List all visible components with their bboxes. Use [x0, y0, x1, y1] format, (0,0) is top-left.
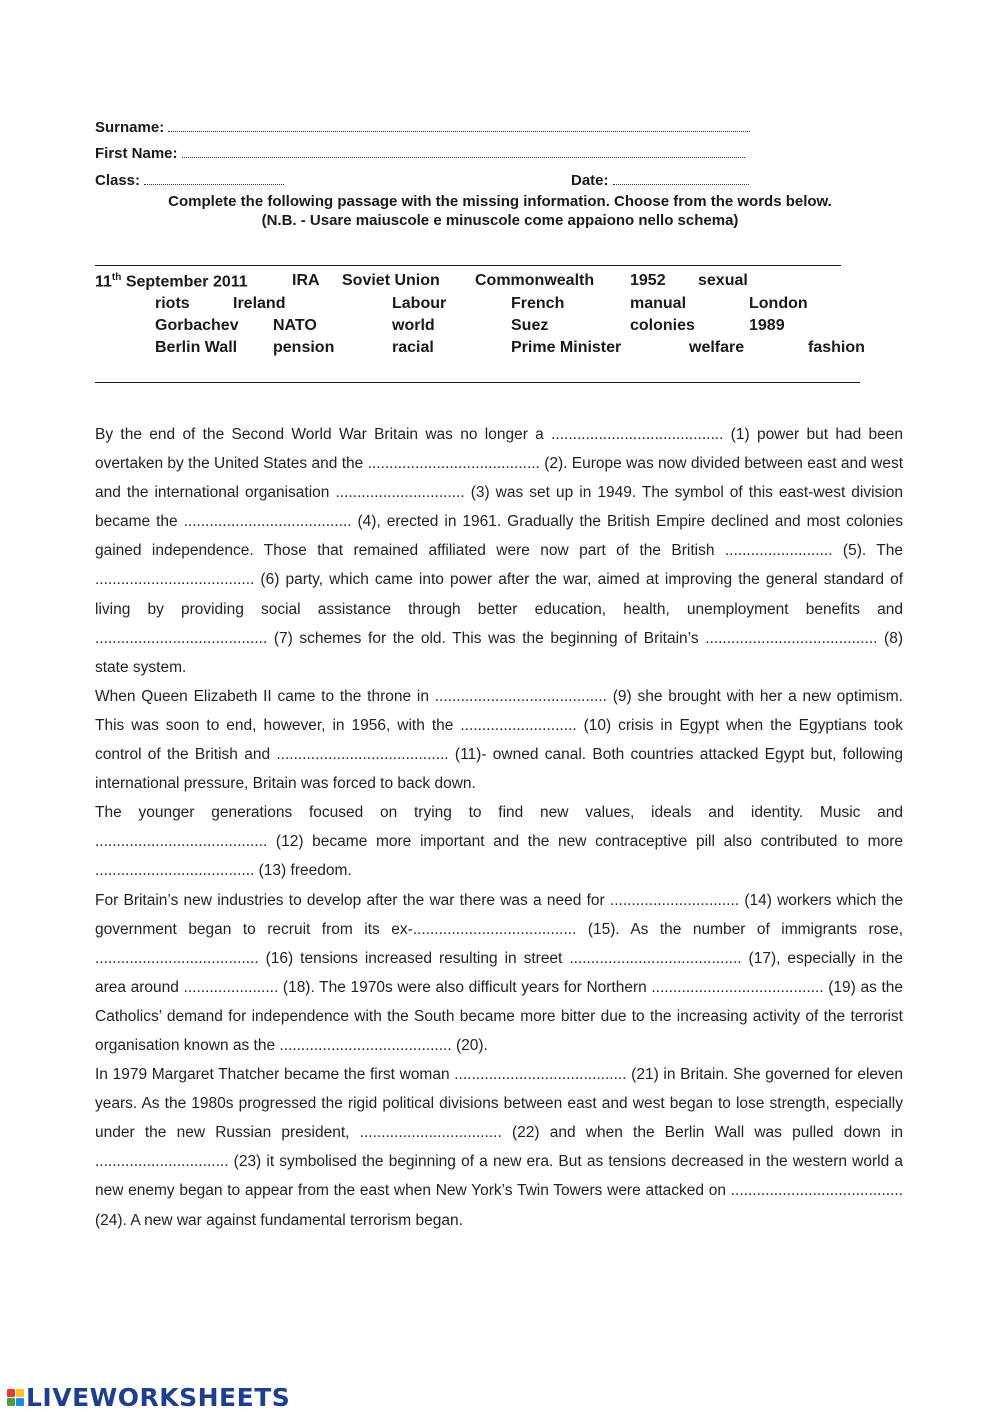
passage-paragraph-2: When Queen Elizabeth II came to the throne in ........................................ (9) she brought with her a new optimism. This was soon to end, however, in 1956, with the ........................... (10) crisis in Egypt when the Egyptians took control of the British and ........................................ (11)- owned canal. Both countries attacked Egypt but, following international pressure, Britain was forced to back down. — [95, 687, 903, 793]
logo-mark-icon — [7, 1389, 24, 1406]
word-bank-item: Ireland — [233, 295, 286, 312]
divider-bottom — [95, 382, 860, 383]
instructions-line-2: (N.B. - Usare maiuscole e minuscole come appaiono nello schema) — [261, 212, 739, 229]
word-bank-row-3 — [0, 317, 1000, 339]
first-name-label: First Name: — [95, 145, 178, 162]
word-bank-row-1 — [0, 272, 1000, 294]
date-row — [571, 172, 749, 189]
word-bank-item: 1989 — [749, 317, 785, 334]
first-name-row — [95, 145, 745, 162]
word-bank-item: 1952 — [630, 272, 666, 289]
word-bank-row-4 — [0, 339, 1000, 361]
passage-paragraph-4: For Britain’s new industries to develop after the war there was a need for .............................. (14) workers which the government began to recruit from its ex-...................................... (15). As the number of immigrants rose, ...................................... (16) tensions increased resulting in street ........................................ (17), especially in the area around ...................... (18). The 1970s were also difficult years for Northern ........................................ (19) as the Catholics’ demand for independence with the South became more bitter due to the increasing activity of the terrorist organisation known as the ........................................ (20). — [95, 891, 903, 1054]
logo-text: LIVEWORKSHEETS — [26, 1382, 291, 1412]
passage-paragraph-1: By the end of the Second World War Britain was no longer a ........................................ (1) power but had been overtaken by the United States and the ........................................ (2). Europe was now divided between east and west and the international organisation .............................. (3) was set up in 1949. The symbol of this east-west division became the ....................................... (4), erected in 1961. Gradually the British Empire declined and most colonies gained independence. Those that remained affiliated were now part of the British ......................... (5). The ..................................... (6) party, which came into power after the war, aimed at improving the general standard of living by providing social assistance through better education, health, unemployment benefits and ........................................ (7) schemes for the old. This was the beginning of Britain’s ........................................ (8) state system. — [95, 426, 903, 676]
word-bank-item: welfare — [689, 339, 745, 356]
word-bank-item: 11th September 2011 — [95, 272, 248, 291]
word-bank-item: Soviet Union — [342, 272, 440, 289]
class-row — [95, 172, 284, 189]
word-bank-item: world — [392, 317, 435, 334]
surname-field[interactable] — [168, 119, 750, 132]
logo-square — [7, 1389, 15, 1397]
passage — [95, 420, 903, 1235]
surname-row — [95, 119, 750, 136]
passage-paragraph-3: The younger generations focused on trying to find new values, ideals and identity. Music and ........................................ (12) became more important and the new contraceptive pill also contributed to more ..................................... (13) freedom. — [95, 804, 903, 880]
liveworksheets-logo[interactable] — [7, 1380, 290, 1414]
word-bank-item: fashion — [808, 339, 865, 356]
word-bank-item: pension — [273, 339, 335, 356]
word-bank-item: racial — [392, 339, 434, 356]
word-bank-row-2 — [0, 295, 1000, 317]
word-bank-item: NATO — [273, 317, 317, 334]
logo-square — [16, 1389, 24, 1397]
logo-square — [16, 1398, 24, 1406]
word-bank-item: Labour — [392, 295, 447, 312]
class-label: Class: — [95, 172, 141, 189]
passage-paragraph-5: In 1979 Margaret Thatcher became the first woman ........................................ (21) in Britain. She governed for eleven years. As the 1980s progressed the rigid political divisions between east and west began to lose strength, especially under the new Russian president, ................................. (22) and when the Berlin Wall was pulled down in ............................... (23) it symbolised the beginning of a new era. But as tensions decreased in the western world a new enemy began to appear from the east when New York’s Twin Towers were attacked on ........................................ (24). A new war against fundamental terrorism began. — [95, 1066, 903, 1229]
instructions-line-1: Complete the following passage with the missing information. Choose from the words below. — [168, 193, 832, 210]
class-field[interactable] — [144, 172, 284, 185]
word-bank-item: Suez — [511, 317, 549, 334]
word-bank-item: Berlin Wall — [155, 339, 238, 356]
word-bank-item: London — [749, 295, 808, 312]
logo-square — [7, 1398, 15, 1406]
word-bank-item: sexual — [698, 272, 748, 289]
word-bank-item: Commonwealth — [475, 272, 595, 289]
divider-top — [95, 265, 841, 266]
word-bank-item: Prime Minister — [511, 339, 622, 356]
word-bank-item: riots — [155, 295, 190, 312]
surname-label: Surname: — [95, 119, 165, 136]
word-bank-item: French — [511, 295, 565, 312]
word-bank-item: IRA — [292, 272, 320, 289]
word-bank-item: Gorbachev — [155, 317, 239, 334]
word-bank-item: manual — [630, 295, 687, 312]
instructions — [95, 192, 905, 230]
date-label: Date: — [571, 172, 609, 189]
first-name-field[interactable] — [182, 145, 745, 158]
word-bank-item: colonies — [630, 317, 695, 334]
date-field[interactable] — [613, 172, 749, 185]
